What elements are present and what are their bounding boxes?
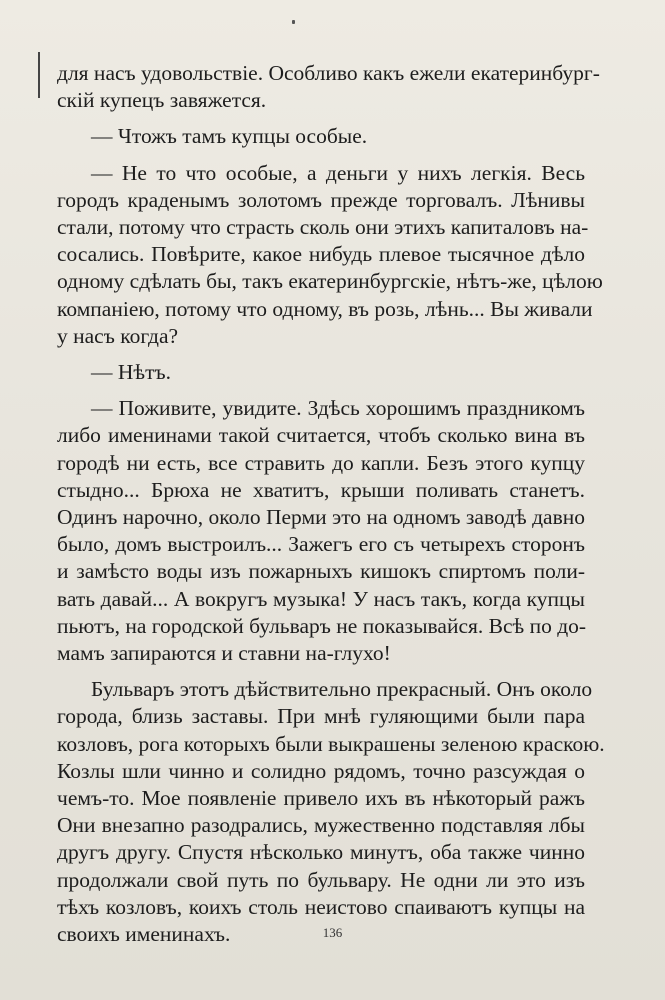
text-line: козловъ, рога которыхъ были выкрашены зеленою краскою. (57, 731, 605, 756)
text-line: городъ краденымъ золотомъ прежде торговалъ. Лѣнивы (57, 187, 585, 212)
text-line: — Чтожъ тамъ купцы особые. (91, 124, 368, 149)
page-number: 136 (322, 925, 343, 940)
paragraph-4 (57, 395, 585, 667)
paragraph-1 (57, 123, 585, 150)
text-line: стали, потому что страсть сколь они этихъ капиталовъ на- (57, 215, 589, 240)
text-line: и замѣсто воды изъ пожарныхъ кишокъ спиртомъ поли- (57, 559, 585, 584)
text-line: было, домъ выстроилъ... Зажегъ его съ четырехъ сторонъ (57, 532, 585, 557)
paragraph-2 (57, 160, 603, 350)
text-line: Они внезапно разодрались, мужественно подставляя лбы (57, 813, 585, 838)
text-line: Козлы шли чинно и солидно рядомъ, точно разсуждая о (57, 758, 585, 783)
text-line: — Нѣтъ. (91, 360, 171, 385)
text-line: городѣ ни есть, все стравить до капли. Безъ этого купцу (57, 450, 585, 475)
margin-line (38, 52, 40, 98)
text-line: пьютъ, на городской бульваръ не показывайся. Всѣ по до- (57, 613, 587, 638)
print-speck (292, 20, 295, 24)
paragraph-5 (57, 676, 605, 948)
text-line: — Поживите, увидите. Здѣсь хорошимъ праздникомъ (91, 396, 585, 421)
page-text (57, 60, 605, 957)
text-line: другъ другу. Спустя нѣсколько минутъ, оба также чинно (57, 840, 585, 865)
text-line: своихъ именинахъ. (57, 922, 231, 947)
text-line: тѣхъ козловъ, коихъ столь неистово спаиваютъ купцы на (57, 894, 585, 919)
text-line: стыдно... Брюха не хватитъ, крыши поливать станетъ. (57, 477, 585, 502)
text-line: вать давай... А вокругъ музыка! У насъ такъ, когда купцы (57, 586, 585, 611)
text-line: Одинъ нарочно, около Перми это на одномъ заводѣ давно (57, 505, 585, 530)
text-line: скій купецъ завяжется. (57, 88, 267, 113)
text-line: сосались. Повѣрите, какое нибудь плевое тысячное дѣло (57, 242, 585, 267)
text-line: одному сдѣлать бы, такъ екатеринбургскіе, нѣтъ-же, цѣлою (57, 269, 603, 294)
text-line: Бульваръ этотъ дѣйствительно прекрасный. Онъ около (91, 677, 593, 702)
paragraph-3 (57, 359, 585, 386)
text-line: чемъ-то. Мое появленіе привело ихъ въ нѣкоторый ражъ (57, 786, 585, 811)
text-line: города, близь заставы. При мнѣ гуляющими были пара (57, 704, 585, 729)
paragraph-0 (57, 60, 600, 114)
text-line: для насъ удовольствіе. Особливо какъ ежели екатеринбург- (57, 61, 600, 85)
text-line: продолжали свой путь по бульвару. Не одни ли это изъ (57, 867, 585, 892)
text-line: либо именинами такой считается, чтобъ сколько вина въ (57, 423, 585, 448)
text-line: — Не то что особые, а деньги у нихъ легкія. Весь (91, 160, 585, 185)
text-line: у насъ когда? (57, 323, 179, 348)
text-line: компаніею, потому что одному, въ розь, лѣнь... Вы живали (57, 296, 593, 321)
text-line: мамъ запираются и ставни на-глухо! (57, 641, 391, 666)
